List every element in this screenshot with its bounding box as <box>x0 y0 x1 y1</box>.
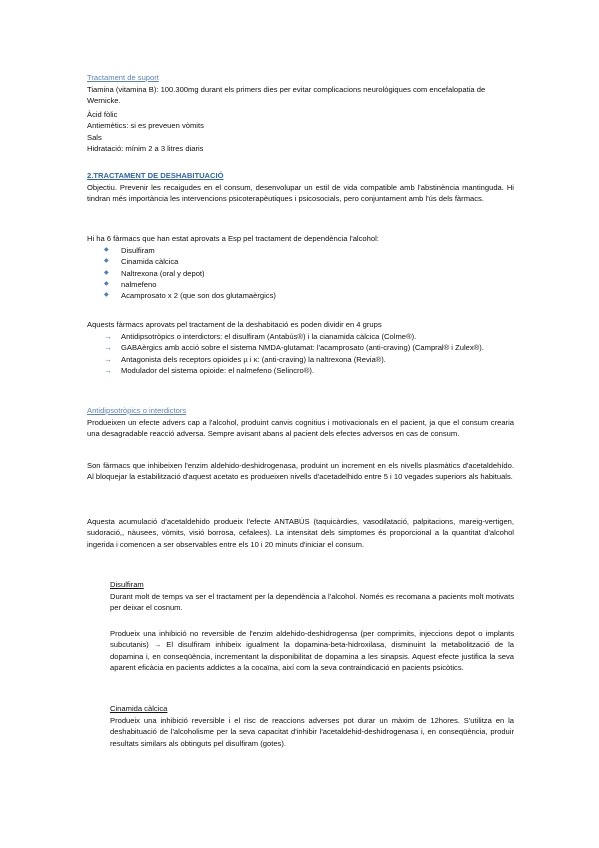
arrow-bullet-icon: → <box>104 343 112 353</box>
list-item: → GABAèrgics amb acció sobre el sistema NMDA-glutamat: l'acamprosato (anti-craving) (Campral® i Zulex®). <box>104 343 484 353</box>
diamond-bullet-icon: ◆ <box>104 247 109 253</box>
suport-hidratacio-line: Hidratació: mínim 2 a 3 litres diaris <box>87 144 204 153</box>
suport-sals-line: Sals <box>87 133 102 142</box>
list-item: ◆ Cinamida càlcica <box>104 257 179 267</box>
section-heading-deshabituacio: 2.TRACTAMENT DE DESHABITUACIÓ <box>87 171 224 180</box>
suport-acid-folic-line: Àcid fòlic <box>87 110 118 119</box>
antidips-paragraph-1: Produeixen un efecte advers cap a l'alcohol, produint canvis cognitius i motivacionals en el pacient, ja que el consum crearia una desagradable reacció adversa. Sempre avisant abans al pacient dels efectes adversos en cas de consum. <box>87 418 514 439</box>
cinamida-title: Cinamida càlcica <box>110 704 168 713</box>
grups-intro: Aquests fàrmacs aprovats pel tractament de la deshabitació es poden dividir en 4 grups <box>87 320 382 329</box>
list-item: → Modulador del sistema opioide: el nalmefeno (Selincro®). <box>104 365 315 375</box>
list-item: ◆ Naltrexona (oral y depot) <box>104 268 205 278</box>
section-heading-antidipsotropics: Antidipsotròpics o interdictors <box>87 406 187 415</box>
antidips-paragraph-2: Son fàrmacs que inhibeixen l'enzim aldehido-deshidrogenasa, produint un increment en els nivells plasmàtics d'acetaldehído. Al bloquejar la estabilització d'aquest acetato es produeixen nivells d'acetadelhido entre 5 i 10 vegades superiors als habituals. <box>87 461 514 482</box>
list-item: ◆ Acamprosato x 2 (que son dos glutamaèrgics) <box>104 291 276 301</box>
diamond-bullet-icon: ◆ <box>104 258 109 265</box>
objectiu-paragraph: Objectiu. Prevenir les recaigudes en el consum, desenvolupar un estil de vida compatible amb l'abstinència mantinguda. Hi tindran més importància les intervencions psicoterapèutiques i psicosocials, pero conjuntament amb l'ús dels fàrmacs. <box>87 183 514 204</box>
grups-list <box>87 331 514 376</box>
antidips-paragraph-3: Aquesta acumulació d'acetaldehido produeix l'efecte ANTABÚS (taquicàrdies, vasodilatació, palpitacions, mareig-vertigen, sudoració,, nàusees, vòmits, visió borrosa, cefalees). La intensitat dels simptomes és proporcional a la quantitat d'alcohol ingerida i comencen a ser observables entre els 10 i 20 minuts d'iniciar el consum. <box>87 517 514 549</box>
diamond-bullet-icon: ◆ <box>104 269 109 276</box>
arrow-bullet-icon: → <box>104 354 112 364</box>
suport-tiamina-line: Tiamina (vitamina B): 100.300mg durant els primers dies per evitar complicacions neurològiques com encefalopatia de Wernicke. <box>87 85 486 106</box>
section-heading-suport: Tractament de suport <box>87 73 159 82</box>
arrow-bullet-icon: → <box>104 332 112 341</box>
farmacs-intro: Hi ha 6 fàrmacs que han estat aprovats a Esp pel tractament de dependència l'alcohol: <box>87 234 379 243</box>
cinamida-paragraph-1: Produeix una inhibició reversible i el risc de reaccions adverses pot durar un màxim de 12hores. S'utilitza en la deshabituació de l'alcoholisme per la seva capacitat d'inhibir l'acetaldehid-deshidrogenasa i, en conseqüència, produir resultats similars als obtinguts pel disulfiram (gotes). <box>110 716 514 748</box>
disulfiram-paragraph-2: Produeix una inhibició no reversible de l'enzim aldehido-deshidrogensa (per comprimits, injeccions depot o implants subcutanis) → El disulfiram inhibeix igualment la dopamina-beta-hidroxilasa, disminuint la metabolització de la dopamina i, en conseqüència, incrementant la disponibilitat de dopamina a les sinapsis. Aquest efecte justifica la seva aparent eficàcia en pacients addictes a la cocaïna, així com la seva contraindicació en pacients psicòtics. <box>110 629 514 672</box>
arrow-bullet-icon: → <box>104 365 112 375</box>
suport-antiemetics-line: Antiemètics: si es preveuen vòmits <box>87 121 204 130</box>
list-item: → Antagonista dels receptors opioides µ i κ: (anti-craving) la naltrexona (Revia®). <box>104 354 386 364</box>
diamond-bullet-icon: ◆ <box>104 292 109 299</box>
list-item: ◆ nalmefeno <box>104 279 157 289</box>
disulfiram-title: Disulfiram <box>110 580 144 589</box>
disulfiram-paragraph-1: Durant molt de temps va ser el tractament per la dependència a l'alcohol. Només es recomana a pacients molt motivats per deixar el cosnum. <box>110 592 514 613</box>
list-item: ◆ Disulfiram <box>104 246 155 255</box>
list-item: → Antidipsotròpics o interdictors: el disulfiram (Antabús®) i la cianamida càlcica (Colme®). <box>104 332 417 341</box>
diamond-bullet-icon: ◆ <box>104 280 109 287</box>
farmacs-list <box>87 245 514 301</box>
